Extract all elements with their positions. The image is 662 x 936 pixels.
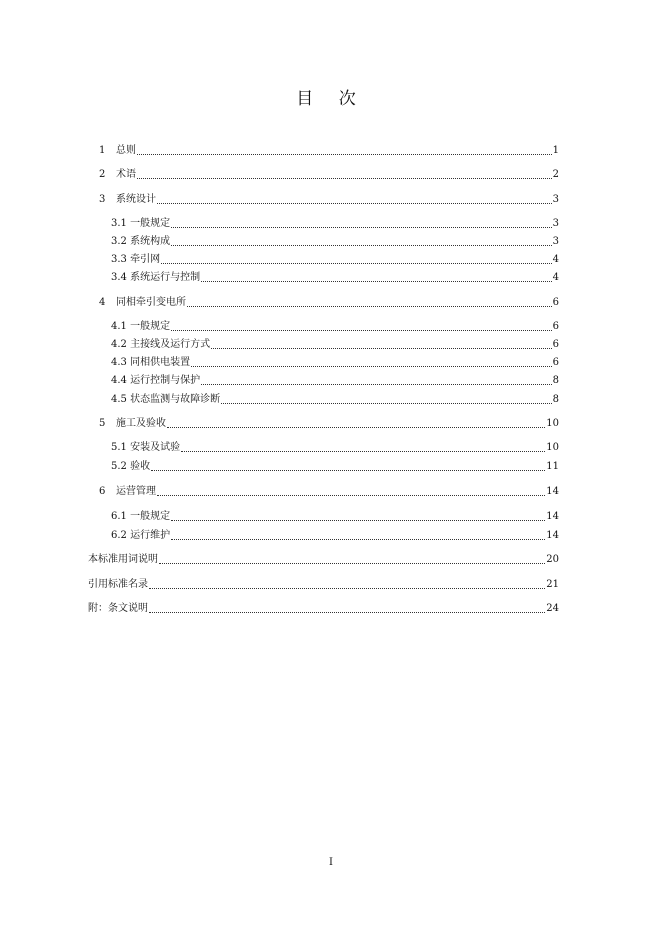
toc-entry[interactable] — [111, 253, 559, 267]
toc-entry[interactable] — [111, 235, 559, 249]
toc-entry-page: 14 — [546, 486, 559, 497]
toc-entry-label: 5.2 验收 — [111, 461, 151, 472]
toc-leader-dots — [151, 469, 545, 471]
toc-leader-dots — [171, 244, 552, 246]
toc-leader-dots — [157, 494, 545, 496]
toc-entry[interactable] — [111, 217, 559, 231]
toc-leader-dots — [191, 365, 552, 367]
toc-entry[interactable] — [99, 296, 559, 310]
toc-entry-page: 8 — [552, 375, 559, 386]
toc-entry-label: 总则 — [116, 145, 136, 156]
toc-entry-page: 20 — [546, 554, 559, 565]
toc-leader-dots — [171, 226, 552, 228]
toc-entry-label: 6.1 一般规定 — [111, 511, 171, 522]
toc-entry-page: 1 — [552, 145, 559, 156]
toc-entry-page: 6 — [552, 357, 559, 368]
toc-leader-dots — [171, 329, 552, 331]
toc-entry-page: 21 — [546, 579, 559, 590]
toc-entry[interactable] — [111, 320, 559, 334]
toc-entry-number: 6 — [99, 486, 106, 497]
toc-entry-page: 4 — [552, 254, 559, 265]
toc-entry-number: 4 — [99, 297, 106, 308]
toc-entry[interactable] — [111, 271, 559, 285]
toc-entry[interactable] — [99, 485, 559, 499]
toc-entry-label: 本标准用词说明 — [88, 554, 158, 565]
toc-entry-page: 14 — [546, 511, 559, 522]
toc-leader-dots — [187, 305, 552, 307]
toc-entry[interactable] — [88, 553, 559, 567]
toc-entry-page: 2 — [552, 169, 559, 180]
toc-entry-page: 4 — [552, 272, 559, 283]
toc-entry-label: 3.3 牵引网 — [111, 254, 161, 265]
toc-entry[interactable] — [88, 602, 559, 616]
toc-entry-page: 10 — [546, 442, 559, 453]
toc-leader-dots — [137, 153, 552, 155]
page-title: 目 次 — [296, 89, 366, 109]
toc-leader-dots — [161, 262, 552, 264]
toc-leader-dots — [221, 402, 552, 404]
toc-entry-page: 6 — [552, 339, 559, 350]
toc-entry[interactable] — [111, 510, 559, 524]
toc-leader-dots — [171, 538, 545, 540]
toc-entry-label: 运营管理 — [116, 486, 156, 497]
toc-entry[interactable] — [99, 168, 559, 182]
toc-leader-dots — [211, 347, 552, 349]
toc-entry[interactable] — [111, 393, 559, 407]
toc-entry-label: 系统设计 — [116, 194, 156, 205]
toc-entry[interactable] — [99, 193, 559, 207]
toc-entry-label: 4.2 主接线及运行方式 — [111, 339, 211, 350]
toc-entry-label: 4.4 运行控制与保护 — [111, 375, 201, 386]
toc-entry-label: 6.2 运行维护 — [111, 530, 171, 541]
toc-entry-page: 6 — [552, 321, 559, 332]
toc-entry-label: 4.3 同相供电装置 — [111, 357, 191, 368]
toc-entry-number: 2 — [99, 169, 106, 180]
toc-entry[interactable] — [99, 417, 559, 431]
toc-entry-page: 24 — [546, 603, 559, 614]
toc-entry-label: 3.4 系统运行与控制 — [111, 272, 201, 283]
toc-leader-dots — [149, 611, 545, 613]
toc-entry[interactable] — [111, 356, 559, 370]
toc-entry-label: 4.1 一般规定 — [111, 321, 171, 332]
toc-entry-page: 10 — [546, 418, 559, 429]
toc-entry-page: 6 — [552, 297, 559, 308]
toc-leader-dots — [159, 562, 545, 564]
toc-entry-number: 1 — [99, 145, 106, 156]
toc-entry-number: 5 — [99, 418, 106, 429]
toc-entry[interactable] — [111, 441, 559, 455]
toc-entry[interactable] — [111, 460, 559, 474]
toc-entry[interactable] — [111, 529, 559, 543]
toc-entry-page: 8 — [552, 394, 559, 405]
toc-entry-label: 附：条文说明 — [88, 603, 148, 614]
toc-entry-page: 3 — [552, 218, 559, 229]
toc-leader-dots — [137, 177, 552, 179]
toc-entry-label: 术语 — [116, 169, 136, 180]
toc-entry-label: 4.5 状态监测与故障诊断 — [111, 394, 221, 405]
toc-entry[interactable] — [99, 144, 559, 158]
toc-entry[interactable] — [88, 578, 559, 592]
toc-leader-dots — [201, 280, 552, 282]
toc-leader-dots — [201, 383, 552, 385]
toc-entry[interactable] — [111, 338, 559, 352]
toc-entry-label: 3.2 系统构成 — [111, 236, 171, 247]
toc-entry-label: 引用标准名录 — [88, 579, 148, 590]
toc-entry-page: 11 — [546, 461, 559, 472]
toc-leader-dots — [181, 450, 545, 452]
toc-entry[interactable] — [111, 374, 559, 388]
toc-leader-dots — [171, 519, 545, 521]
toc-entry-label: 施工及验收 — [116, 418, 166, 429]
toc-entry-label: 5.1 安装及试验 — [111, 442, 181, 453]
toc-leader-dots — [167, 426, 545, 428]
toc-leader-dots — [157, 202, 552, 204]
toc-entry-page: 3 — [552, 236, 559, 247]
toc-leader-dots — [149, 587, 545, 589]
toc-entry-label: 同相牵引变电所 — [116, 297, 186, 308]
toc-entry-number: 3 — [99, 194, 106, 205]
toc-entry-label: 3.1 一般规定 — [111, 218, 171, 229]
toc-entry-page: 14 — [546, 530, 559, 541]
page-number: I — [329, 857, 333, 868]
toc-entry-page: 3 — [552, 194, 559, 205]
